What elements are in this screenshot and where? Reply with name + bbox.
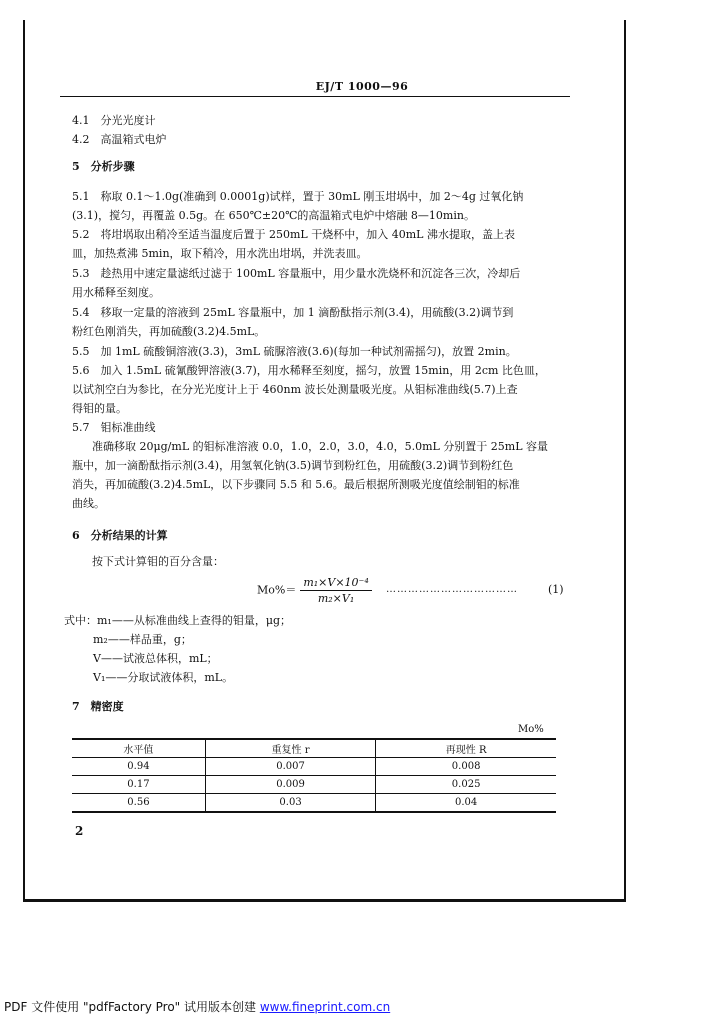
where-m2: m₂——样品重，g；	[93, 633, 192, 646]
formula-1	[257, 576, 372, 605]
section-5-1-line-2: (3.1)，搅匀，再覆盖 0.5g。在 650℃±20℃的高温箱式电炉中熔融 8—10min。	[72, 209, 475, 222]
section-5-7-line-2: 瓶中，加一滴酚酞指示剂(3.4)，用氢氧化钠(3.5)调节到粉红色，用硫酸(3.2)调节到粉红色	[72, 459, 514, 472]
formula-fraction	[300, 576, 371, 605]
section-5-heading: 5 分析步骤	[72, 160, 135, 173]
table-header-row	[72, 739, 556, 758]
formula-number: (1)	[548, 583, 564, 596]
formula-denominator: m₂×V₁	[317, 592, 355, 605]
table-cell: 0.56	[127, 797, 150, 808]
footer-text: PDF 文件使用 "pdfFactory Pro" 试用版本创建	[4, 1000, 260, 1014]
table-cell: 0.009	[205, 776, 375, 794]
table-row	[72, 758, 556, 776]
where-V1: V₁——分取试液体积，mL。	[93, 671, 234, 684]
table-cell: 0.007	[205, 758, 375, 776]
bottom-border-line	[23, 899, 626, 902]
section-6-intro: 按下式计算钼的百分含量：	[92, 555, 224, 568]
table-cell: 0.008	[376, 758, 556, 776]
header-reproducibility: 再现性 R	[376, 739, 556, 758]
section-5-7-line-3: 消失，再加硫酸(3.2)4.5mL，以下步骤同 5.5 和 5.6。最后根据所测吸光度值绘制钼的标准	[72, 478, 520, 491]
section-5-7-heading: 5.7 钼标准曲线	[72, 421, 156, 434]
pdf-footer	[4, 998, 390, 1015]
section-5-3-line-1: 5.3 趁热用中速定量滤纸过滤于 100mL 容量瓶中，用少量水洗烧杯和沉淀各三次，冷却后	[72, 267, 521, 280]
section-5-6-line-1: 5.6 加入 1.5mL 硫氰酸钾溶液(3.7)，用水稀释至刻度，摇匀，放置 15min，用 2cm 比色皿，	[72, 364, 546, 377]
section-5-7-line-4: 曲线。	[72, 497, 105, 510]
section-5-2-line-2: 皿，加热煮沸 5min，取下稍冷，用水洗出坩埚，并洗表皿。	[72, 247, 368, 260]
formula-numerator: m₁×V×10⁻⁴	[300, 576, 371, 591]
right-border-line	[624, 20, 626, 900]
section-5-2-line-1: 5.2 将坩埚取出稍冷至适当温度后置于 250mL 干烧杯中，加入 40mL 沸水提取，盖上表	[72, 228, 515, 241]
page-number: 2	[75, 824, 84, 838]
table-cell: 0.17	[127, 779, 150, 790]
section-5-6-line-3: 得钼的量。	[72, 402, 127, 415]
header-level: 水平值	[123, 745, 154, 756]
section-6-heading: 6 分析结果的计算	[72, 529, 168, 542]
formula-leader-dots: ………………………………	[386, 584, 518, 595]
section-5-4-line-2: 粉红色刚消失，再加硫酸(3.2)4.5mL。	[72, 325, 266, 338]
table-row	[72, 776, 556, 794]
section-5-7-line-1: 准确移取 20μg/mL 的钼标准溶液 0.0，1.0，2.0，3.0，4.0，5.0mL 分别置于 25mL 容量	[92, 440, 549, 453]
table-cell: 0.94	[127, 761, 150, 772]
page-header: EJ/T 1000—96	[315, 80, 409, 93]
where-m1: 式中：m₁——从标准曲线上查得的钼量，μg；	[64, 614, 292, 627]
section-7-heading: 7 精密度	[72, 700, 124, 713]
section-5-3-line-2: 用水稀释至刻度。	[72, 286, 160, 299]
section-4-1: 4.1 分光光度计	[72, 114, 156, 127]
section-5-4-line-1: 5.4 移取一定量的溶液到 25mL 容量瓶中，加 1 滴酚酞指示剂(3.4)，用硫酸(3.2)调节到	[72, 306, 514, 319]
precision-table	[72, 738, 556, 813]
header-repeatability: 重复性 r	[205, 739, 375, 758]
table-cell: 0.04	[376, 794, 556, 813]
where-V: V——试液总体积，mL；	[93, 652, 218, 665]
formula-lhs: Mo%＝	[257, 583, 297, 597]
left-border-line	[23, 20, 25, 900]
section-5-5: 5.5 加 1mL 硫酸铜溶液(3.3)，3mL 硫脲溶液(3.6)(每加一种试剂需摇匀)，放置 2min。	[72, 345, 517, 358]
section-5-6-line-2: 以试剂空白为参比，在分光光度计上于 460nm 波长处测量吸光度。从钼标准曲线(5.7)上查	[72, 383, 518, 396]
footer-link[interactable]: www.fineprint.com.cn	[259, 1000, 391, 1014]
table-cell: 0.03	[205, 794, 375, 813]
table-cell: 0.025	[376, 776, 556, 794]
section-5-1-line-1: 5.1 称取 0.1～1.0g(准确到 0.0001g)试样，置于 30mL 刚玉坩埚中，加 2～4g 过氧化钠	[72, 190, 524, 203]
header-rule	[60, 96, 570, 97]
table-row	[72, 794, 556, 813]
table-unit: Mo%	[518, 724, 544, 735]
section-4-2: 4.2 高温箱式电炉	[72, 133, 167, 146]
